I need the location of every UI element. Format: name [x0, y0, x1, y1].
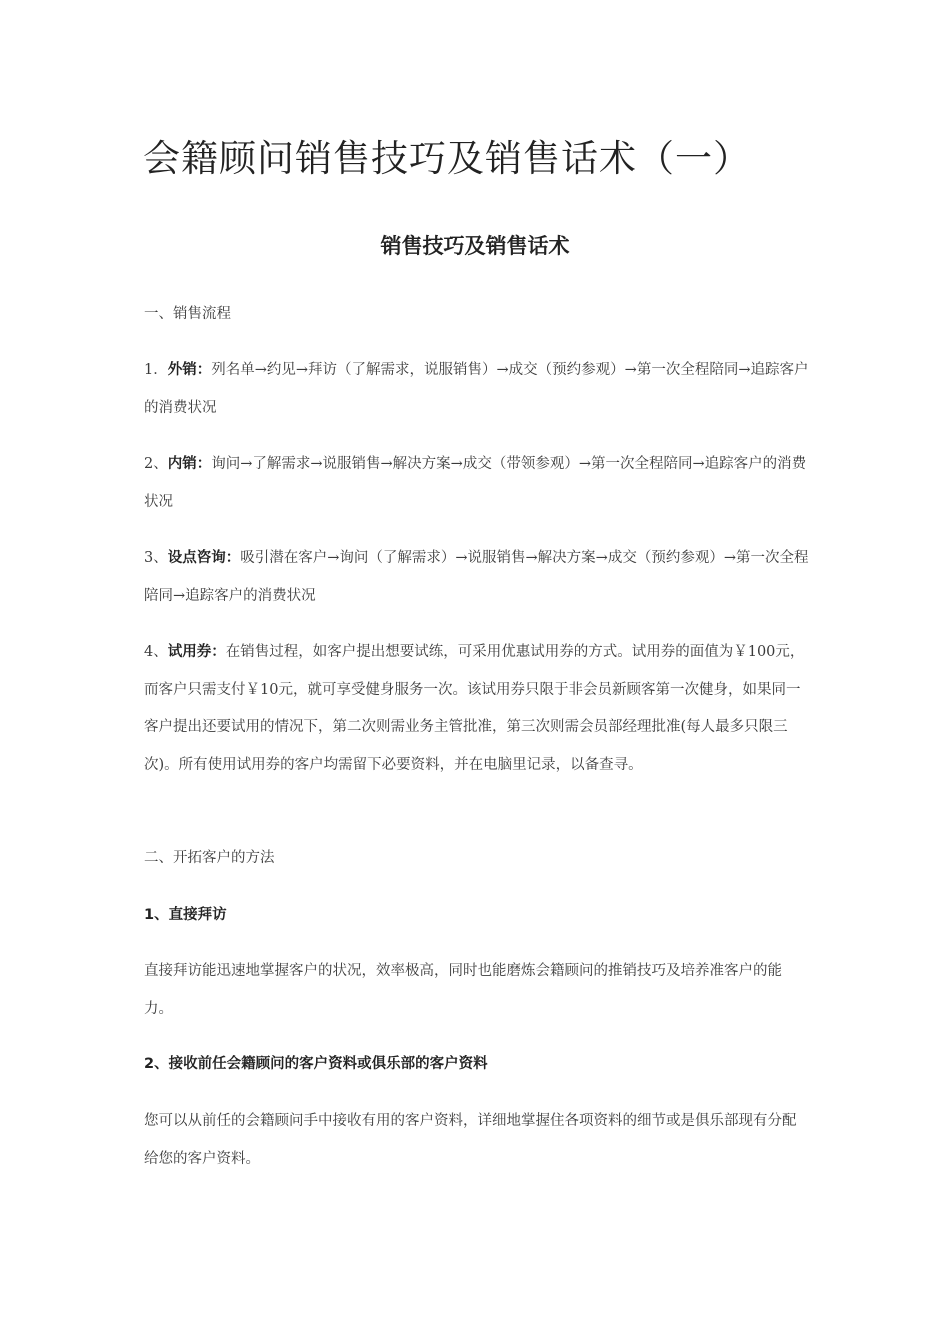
item-text: 列名单→约见→拜访（了解需求，说服销售）→成交（预约参观）→第一次全程陪同→追踪客户的消费状况 — [144, 362, 809, 416]
list-item-outside-sales — [144, 352, 810, 427]
method-title-client-handover: 2、接收前任会籍顾问的客户资料或俱乐部的客户资料 — [144, 1056, 488, 1072]
list-item-trial-voucher — [144, 634, 810, 784]
document-title: 会籍顾问销售技巧及销售话术（一） — [143, 137, 751, 180]
method-text-client-handover: 您可以从前任的会籍顾问手中接收有用的客户资料，详细地掌握住各项资料的细节或是俱乐部现有分配给您的客户资料。 — [144, 1113, 797, 1167]
document-subtitle: 销售技巧及销售话术 — [380, 234, 570, 258]
section-heading-prospecting: 二、开拓客户的方法 — [144, 850, 275, 866]
section-heading-sales-process: 一、销售流程 — [144, 306, 231, 322]
item-label: 外销： — [167, 362, 212, 378]
method-text-direct-visit: 直接拜访能迅速地掌握客户的状况，效率极高，同时也能磨炼会籍顾问的推销技巧及培养准客户的能力。 — [144, 963, 782, 1017]
item-number: 4、 — [144, 644, 168, 660]
item-text: 在销售过程，如客户提出想要试练，可采用优惠试用券的方式。试用券的面值为￥100元，而客户只需支付￥10元，就可享受健身服务一次。该试用券只限于非会员新顾客第一次健身，如果同一客户提出还要试用的情况下，第二次则需业务主管批准，第三次则需会员部经理批准(每人最多只限三次)。所有使用试用券的客户均需留下必要资料，并在电脑里记录，以备查寻。 — [144, 644, 805, 773]
method-title-direct-visit: 1、直接拜访 — [144, 907, 227, 923]
item-number: 1． — [144, 362, 168, 378]
item-label: 试用券： — [167, 644, 226, 660]
item-label: 内销： — [167, 456, 212, 472]
list-item-inside-sales — [144, 446, 810, 521]
item-text: 吸引潜在客户→询问（了解需求）→说服销售→解决方案→成交（预约参观）→第一次全程陪同→追踪客户的消费状况 — [144, 550, 809, 604]
item-text: 询问→了解需求→说服销售→解决方案→成交（带领参观）→第一次全程陪同→追踪客户的消费状况 — [144, 456, 807, 510]
item-number: 3、 — [144, 550, 168, 566]
list-item-booth-consulting — [144, 540, 810, 615]
item-number: 2、 — [144, 456, 168, 472]
item-label: 设点咨询： — [167, 550, 241, 566]
